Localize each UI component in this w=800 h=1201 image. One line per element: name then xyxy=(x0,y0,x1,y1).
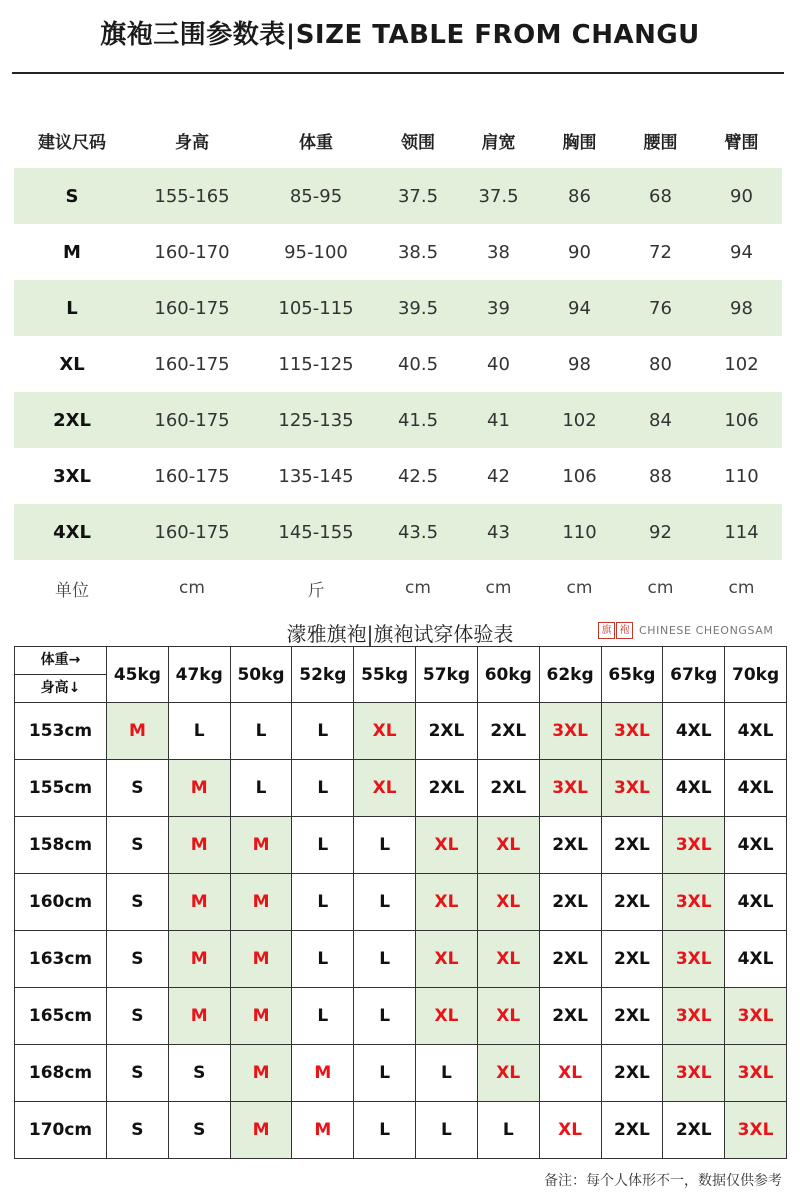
recommended-size-cell: XL xyxy=(416,988,478,1045)
fitting-row xyxy=(15,1102,787,1159)
size-cell: 37.5 xyxy=(458,168,539,224)
height-header: 165cm xyxy=(15,988,107,1045)
recommended-size-cell: 2XL xyxy=(539,817,601,874)
size-cell: 160-175 xyxy=(130,392,254,448)
recommended-size-cell: L xyxy=(292,760,354,817)
weight-header: 52kg xyxy=(292,647,354,703)
size-cell: 39 xyxy=(458,280,539,336)
size-label: 3XL xyxy=(53,465,91,487)
size-cell: 94 xyxy=(539,280,620,336)
size-cell: 95-100 xyxy=(284,241,348,263)
recommended-size-cell: M xyxy=(292,1045,354,1102)
recommended-size-cell: M xyxy=(168,988,230,1045)
recommended-size-cell: XL xyxy=(477,988,539,1045)
size-cell: 88 xyxy=(649,465,672,487)
recommended-size-cell: 2XL xyxy=(601,874,663,931)
size-cell: 41.5 xyxy=(378,392,458,448)
recommended-size-cell: 2XL xyxy=(601,931,663,988)
size-cell: 76 xyxy=(620,280,701,336)
trial-table-title: 濛雅旗袍|旗袍试穿体验表 xyxy=(286,622,514,646)
size-cell: 94 xyxy=(730,241,753,263)
unit-cell: cm xyxy=(405,578,431,598)
size-cell: 38 xyxy=(487,241,510,263)
recommended-size-cell: L xyxy=(230,703,292,760)
size-label: 2XL xyxy=(14,392,130,448)
recommended-size-cell: L xyxy=(292,703,354,760)
recommended-size-cell: L xyxy=(292,874,354,931)
header-cell: 腰围 xyxy=(643,132,678,153)
size-cell: 125-135 xyxy=(254,392,378,448)
weight-header: 70kg xyxy=(725,647,787,703)
recommended-size-cell: 2XL xyxy=(477,760,539,817)
header-cell: 胸围 xyxy=(562,132,597,153)
recommended-size-cell: 2XL xyxy=(601,1045,663,1102)
title-divider xyxy=(12,72,784,74)
fitting-row xyxy=(15,817,787,874)
recommended-size-cell: 4XL xyxy=(725,931,787,988)
recommended-size-cell: M xyxy=(168,931,230,988)
unit-cell: 单位 xyxy=(55,580,89,601)
recommended-size-cell: L xyxy=(416,1102,478,1159)
size-cell: 43.5 xyxy=(378,504,458,560)
unit-cell: cm xyxy=(647,578,674,598)
recommended-size-cell: 3XL xyxy=(663,931,725,988)
recommended-size-cell: L xyxy=(354,1045,416,1102)
recommended-size-cell: 3XL xyxy=(601,760,663,817)
size-cell: 102 xyxy=(724,353,759,375)
recommended-size-cell: 3XL xyxy=(725,988,787,1045)
fitting-row xyxy=(15,874,787,931)
recommended-size-cell: 2XL xyxy=(601,817,663,874)
recommended-size-cell: XL xyxy=(416,874,478,931)
recommended-size-cell: L xyxy=(292,817,354,874)
height-header: 158cm xyxy=(15,817,107,874)
size-label: S xyxy=(14,168,130,224)
recommended-size-cell: S xyxy=(168,1102,230,1159)
unit-row xyxy=(14,560,782,616)
recommended-size-cell: M xyxy=(107,703,169,760)
recommended-size-cell: XL xyxy=(477,874,539,931)
recommended-size-cell: S xyxy=(107,874,169,931)
size-row xyxy=(14,448,782,504)
recommended-size-cell: L xyxy=(354,931,416,988)
size-label: 4XL xyxy=(14,504,130,560)
header-cell: 建议尺码 xyxy=(38,132,106,153)
size-cell: 37.5 xyxy=(378,168,458,224)
recommended-size-cell: L xyxy=(230,760,292,817)
size-label: XL xyxy=(59,353,85,375)
recommended-size-cell: M xyxy=(230,931,292,988)
fitting-row xyxy=(15,988,787,1045)
size-label: L xyxy=(14,280,130,336)
size-cell: 115-125 xyxy=(278,353,354,375)
size-cell: 84 xyxy=(620,392,701,448)
recommended-size-cell: M xyxy=(168,874,230,931)
header-cell: 臂围 xyxy=(724,132,759,153)
recommended-size-cell: S xyxy=(107,817,169,874)
unit-cell: cm xyxy=(728,578,755,598)
height-header: 153cm xyxy=(15,703,107,760)
recommended-size-cell: L xyxy=(168,703,230,760)
recommended-size-cell: M xyxy=(168,760,230,817)
unit-cell: cm xyxy=(485,578,512,598)
weight-header: 55kg xyxy=(354,647,416,703)
seal-char: 旗 xyxy=(598,622,615,639)
recommended-size-cell: 4XL xyxy=(725,817,787,874)
recommended-size-cell: L xyxy=(292,931,354,988)
recommended-size-cell: 2XL xyxy=(477,703,539,760)
fitting-row xyxy=(15,703,787,760)
recommended-size-cell: 4XL xyxy=(725,760,787,817)
recommended-size-cell: 3XL xyxy=(725,1102,787,1159)
footnote: 备注：每个人体形不一，数据仅供参考 xyxy=(544,1173,782,1189)
size-cell: 135-145 xyxy=(278,465,354,487)
height-header: 168cm xyxy=(15,1045,107,1102)
size-cell: 105-115 xyxy=(254,280,378,336)
recommended-size-cell: 3XL xyxy=(663,817,725,874)
recommended-size-cell: L xyxy=(354,988,416,1045)
size-table-header-row xyxy=(14,112,782,168)
height-header: 163cm xyxy=(15,931,107,988)
size-cell: 90 xyxy=(568,241,591,263)
recommended-size-cell: 3XL xyxy=(601,703,663,760)
size-row xyxy=(14,224,782,280)
header-cell: 肩宽 xyxy=(481,132,516,153)
size-cell: 68 xyxy=(620,168,701,224)
size-cell: 90 xyxy=(701,168,782,224)
size-cell: 114 xyxy=(701,504,782,560)
recommended-size-cell: M xyxy=(230,1102,292,1159)
recommended-size-cell: 4XL xyxy=(725,874,787,931)
height-axis-label: 身高↓ xyxy=(40,680,81,696)
weight-header: 60kg xyxy=(477,647,539,703)
size-label: M xyxy=(63,241,81,263)
weight-header: 50kg xyxy=(230,647,292,703)
weight-axis-label: 体重→ xyxy=(15,647,106,675)
recommended-size-cell: XL xyxy=(416,817,478,874)
recommended-size-cell: M xyxy=(230,817,292,874)
recommended-size-cell: 2XL xyxy=(663,1102,725,1159)
recommended-size-cell: M xyxy=(168,817,230,874)
recommended-size-cell: S xyxy=(107,760,169,817)
size-cell: 98 xyxy=(568,353,591,375)
size-cell: 41 xyxy=(458,392,539,448)
size-cell: 106 xyxy=(701,392,782,448)
size-row xyxy=(14,280,782,336)
size-cell: 110 xyxy=(539,504,620,560)
size-row xyxy=(14,336,782,392)
weight-header: 65kg xyxy=(601,647,663,703)
size-cell: 160-175 xyxy=(130,280,254,336)
recommended-size-cell: XL xyxy=(354,760,416,817)
fitting-row xyxy=(15,760,787,817)
recommended-size-cell: M xyxy=(292,1102,354,1159)
size-cell: 102 xyxy=(539,392,620,448)
recommended-size-cell: M xyxy=(230,988,292,1045)
page-title: 旗袍三围参数表|SIZE TABLE FROM CHANGU xyxy=(100,20,700,50)
recommended-size-cell: S xyxy=(107,931,169,988)
size-cell: 40 xyxy=(487,353,510,375)
recommended-size-cell: L xyxy=(354,874,416,931)
recommended-size-cell: S xyxy=(107,1045,169,1102)
fitting-row xyxy=(15,1045,787,1102)
size-row xyxy=(14,392,782,448)
unit-cell: cm xyxy=(179,578,205,598)
recommended-size-cell: XL xyxy=(477,931,539,988)
brand-text: CHINESE CHEONGSAM xyxy=(639,623,774,637)
recommended-size-cell: XL xyxy=(539,1045,601,1102)
recommended-size-cell: 2XL xyxy=(601,1102,663,1159)
weight-header: 67kg xyxy=(663,647,725,703)
size-cell: 43 xyxy=(458,504,539,560)
height-header: 170cm xyxy=(15,1102,107,1159)
height-header: 155cm xyxy=(15,760,107,817)
size-cell: 160-170 xyxy=(154,241,230,263)
header-cell: 体重 xyxy=(299,132,333,153)
header-cell: 领围 xyxy=(401,132,435,153)
size-cell: 80 xyxy=(649,353,672,375)
size-cell: 85-95 xyxy=(254,168,378,224)
recommended-size-cell: 2XL xyxy=(416,760,478,817)
size-cell: 106 xyxy=(562,465,597,487)
brand-logo xyxy=(598,622,774,638)
size-cell: 98 xyxy=(701,280,782,336)
size-cell: 110 xyxy=(724,465,759,487)
recommended-size-cell: 3XL xyxy=(725,1045,787,1102)
fitting-row xyxy=(15,931,787,988)
recommended-size-cell: 2XL xyxy=(416,703,478,760)
recommended-size-cell: 2XL xyxy=(539,874,601,931)
weight-header: 62kg xyxy=(539,647,601,703)
recommended-size-cell: XL xyxy=(539,1102,601,1159)
size-cell: 72 xyxy=(649,241,672,263)
size-cell: 160-175 xyxy=(154,465,230,487)
size-cell: 42 xyxy=(487,465,510,487)
recommended-size-cell: 3XL xyxy=(539,760,601,817)
recommended-size-cell: M xyxy=(230,1045,292,1102)
size-cell: 92 xyxy=(620,504,701,560)
weight-header: 45kg xyxy=(107,647,169,703)
recommended-size-cell: 3XL xyxy=(539,703,601,760)
recommended-size-cell: 4XL xyxy=(663,703,725,760)
size-cell: 155-165 xyxy=(130,168,254,224)
recommended-size-cell: S xyxy=(107,988,169,1045)
recommended-size-cell: S xyxy=(168,1045,230,1102)
recommended-size-cell: L xyxy=(354,1102,416,1159)
recommended-size-cell: 4XL xyxy=(663,760,725,817)
size-cell: 38.5 xyxy=(397,241,439,263)
unit-cell: cm xyxy=(566,578,593,598)
weight-header: 57kg xyxy=(416,647,478,703)
recommended-size-cell: XL xyxy=(354,703,416,760)
recommended-size-cell: XL xyxy=(477,1045,539,1102)
recommended-size-cell: 2XL xyxy=(601,988,663,1045)
recommended-size-cell: 3XL xyxy=(663,874,725,931)
recommended-size-cell: L xyxy=(477,1102,539,1159)
recommended-size-cell: L xyxy=(354,817,416,874)
size-cell: 145-155 xyxy=(254,504,378,560)
seal-char: 袍 xyxy=(616,622,633,639)
fitting-header-row xyxy=(15,647,787,703)
recommended-size-cell: XL xyxy=(416,931,478,988)
height-header: 160cm xyxy=(15,874,107,931)
size-row xyxy=(14,504,782,560)
unit-cell: 斤 xyxy=(307,580,325,601)
weight-header: 47kg xyxy=(168,647,230,703)
size-table xyxy=(14,112,782,616)
recommended-size-cell: S xyxy=(107,1102,169,1159)
recommended-size-cell: 4XL xyxy=(725,703,787,760)
recommended-size-cell: 3XL xyxy=(663,988,725,1045)
recommended-size-cell: M xyxy=(230,874,292,931)
corner-cell xyxy=(15,647,107,703)
recommended-size-cell: XL xyxy=(477,817,539,874)
header-cell: 身高 xyxy=(175,132,209,153)
size-cell: 40.5 xyxy=(397,353,439,375)
size-cell: 42.5 xyxy=(397,465,439,487)
recommended-size-cell: 2XL xyxy=(539,931,601,988)
recommended-size-cell: 3XL xyxy=(663,1045,725,1102)
fitting-table xyxy=(14,646,787,1159)
size-cell: 160-175 xyxy=(154,353,230,375)
recommended-size-cell: 2XL xyxy=(539,988,601,1045)
recommended-size-cell: L xyxy=(416,1045,478,1102)
size-cell: 39.5 xyxy=(378,280,458,336)
size-cell: 86 xyxy=(539,168,620,224)
size-cell: 160-175 xyxy=(130,504,254,560)
size-row xyxy=(14,168,782,224)
recommended-size-cell: L xyxy=(292,988,354,1045)
